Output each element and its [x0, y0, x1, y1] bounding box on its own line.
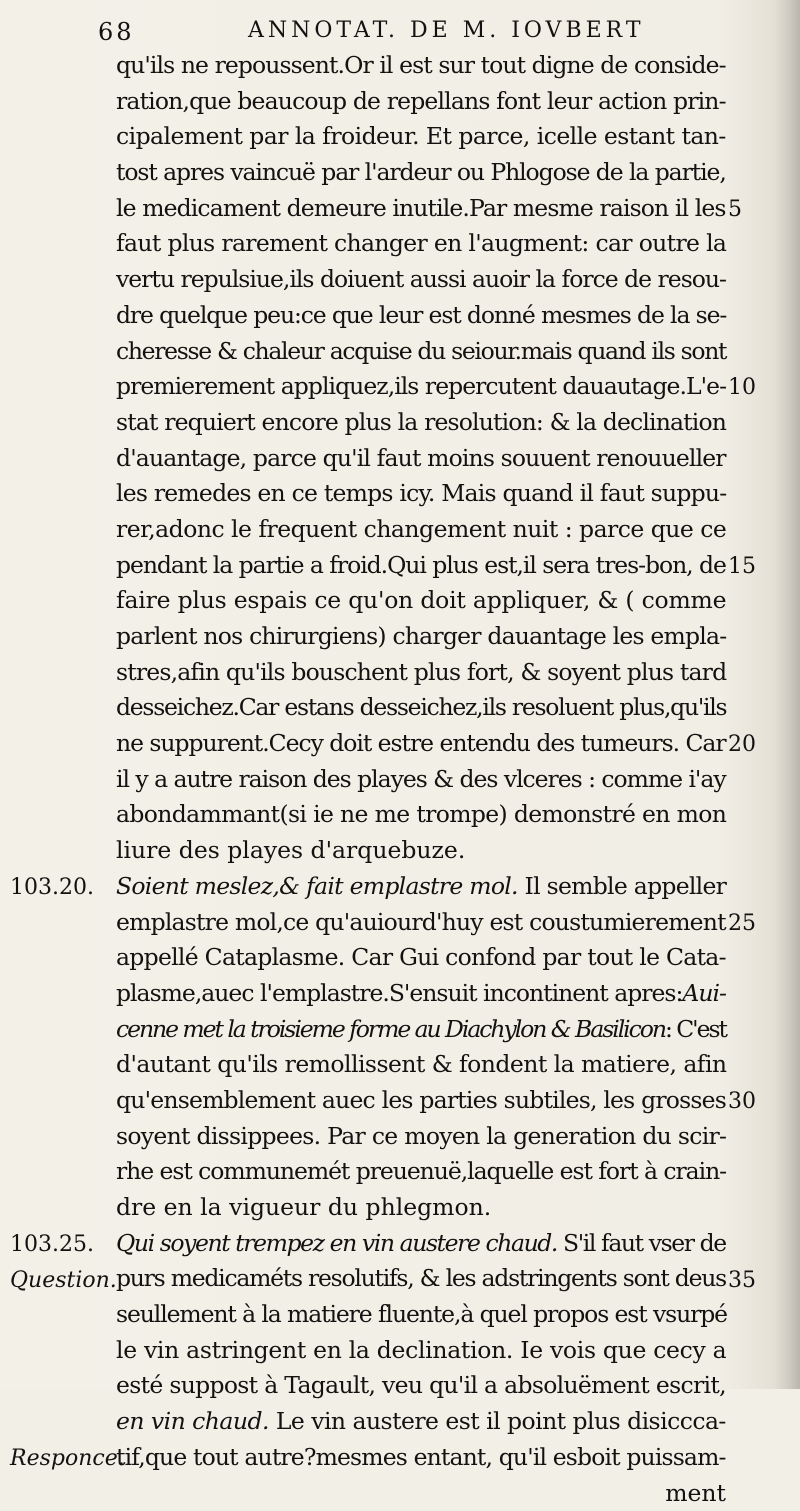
text-line: liure des playes d'arquebuze.	[116, 833, 726, 869]
text-line: rhe est communemét preuenuë,laquelle est fort à crain-	[116, 1154, 726, 1190]
margin-note-left: 103.25.	[10, 1232, 110, 1257]
text-line: esté suppost à Tagault, veu qu'il a absoluëment escrit,	[116, 1368, 726, 1404]
text-line: stres,afin qu'ils bouschent plus fort, & soyent plus tard	[116, 655, 726, 691]
text-line: parlent nos chirurgiens) charger dauantage les empla-	[116, 619, 726, 655]
text-line: en vin chaud. Le vin austere est il point plus disiccca-	[116, 1404, 726, 1440]
text-line: stat requiert encore plus la resolution: & la declination	[116, 405, 726, 441]
text-line: tost apres vaincuë par l'ardeur ou Phlogose de la partie,	[116, 155, 726, 191]
text-line: plasme,auec l'emplastre.S'ensuit incontinent apres:Aui-	[116, 976, 726, 1012]
text-line: pendant la partie a froid.Qui plus est,il sera tres-bon, de	[116, 548, 726, 584]
margin-note-left: Question.	[10, 1268, 110, 1293]
text-line: tif,que tout autre?mesmes entant, qu'il esboit puissam-	[116, 1440, 726, 1476]
text-line: ration,que beaucoup de repellans font leur action prin-	[116, 84, 726, 120]
text-line: d'auantage, parce qu'il faut moins souuent renouueller	[116, 441, 726, 477]
line-number-marker: 10	[728, 375, 778, 400]
text-line: premierement appliquez,ils repercutent dauautage.L'e-	[116, 369, 726, 405]
text-line: d'autant qu'ils remollissent & fondent la matiere, afin	[116, 1047, 726, 1083]
margin-note-left: 103.20.	[10, 875, 110, 900]
text-line: purs medicaméts resolutifs, & les adstringents sont deus	[116, 1261, 726, 1297]
text-line: seullement à la matiere fluente,à quel propos est vsurpé	[116, 1297, 726, 1333]
text-line: cheresse & chaleur acquise du seiour.mais quand ils sont	[116, 334, 726, 370]
text-line: soyent dissippees. Par ce moyen la generation du scir-	[116, 1119, 726, 1155]
text-line: emplastre mol,ce qu'auiourd'huy est coustumierement	[116, 905, 726, 941]
line-number-marker: 35	[728, 1268, 778, 1293]
text-line: ne suppurent.Cecy doit estre entendu des tumeurs. Car	[116, 726, 726, 762]
running-head: ANNOTAT. DE M. IOVBERT	[248, 18, 645, 43]
text-line: ment	[116, 1476, 726, 1511]
line-number-marker: 5	[728, 197, 778, 222]
line-number-marker: 25	[728, 911, 778, 936]
text-line: dre en la vigueur du phlegmon.	[116, 1190, 726, 1226]
text-line: desseichez.Car estans desseichez,ils resoluent plus,qu'ils	[116, 690, 726, 726]
text-line: le vin astringent en la declination. Ie vois que cecy a	[116, 1333, 726, 1369]
body-text	[116, 48, 726, 1511]
line-number-marker: 20	[728, 732, 778, 757]
text-line: qu'ils ne repoussent.Or il est sur tout digne de conside-	[116, 48, 726, 84]
page-number: 68	[98, 18, 135, 46]
text-line: les remedes en ce temps icy. Mais quand il faut suppu-	[116, 476, 726, 512]
text-line: vertu repulsiue,ils doiuent aussi auoir la force de resou-	[116, 262, 726, 298]
page-header	[98, 14, 738, 50]
text-line: cenne met la troisieme forme au Diachylon & Basilicon: C'est	[116, 1012, 726, 1048]
text-line: dre quelque peu:ce que leur est donné mesmes de la se-	[116, 298, 726, 334]
text-line: appellé Cataplasme. Car Gui confond par tout le Cata-	[116, 940, 726, 976]
text-line: qu'ensemblement auec les parties subtiles, les grosses	[116, 1083, 726, 1119]
text-line: Soient meslez,& fait emplastre mol. Il semble appeller	[116, 869, 726, 905]
text-line: faire plus espais ce qu'on doit appliquer, & ( comme	[116, 583, 726, 619]
line-number-marker: 15	[728, 554, 778, 579]
line-number-marker: 30	[728, 1089, 778, 1114]
text-line: cipalement par la froideur. Et parce, icelle estant tan-	[116, 119, 726, 155]
margin-note-left: Responce.	[10, 1446, 110, 1471]
text-line: le medicament demeure inutile.Par mesme raison il les	[116, 191, 726, 227]
text-line: il y a autre raison des playes & des vlceres : comme i'ay	[116, 762, 726, 798]
text-line: faut plus rarement changer en l'augment: car outre la	[116, 226, 726, 262]
text-line: Qui soyent trempez en vin austere chaud. S'il faut vser de	[116, 1226, 726, 1262]
text-line: abondammant(si ie ne me trompe) demonstré en mon	[116, 797, 726, 833]
text-line: rer,adonc le frequent changement nuit : parce que ce	[116, 512, 726, 548]
